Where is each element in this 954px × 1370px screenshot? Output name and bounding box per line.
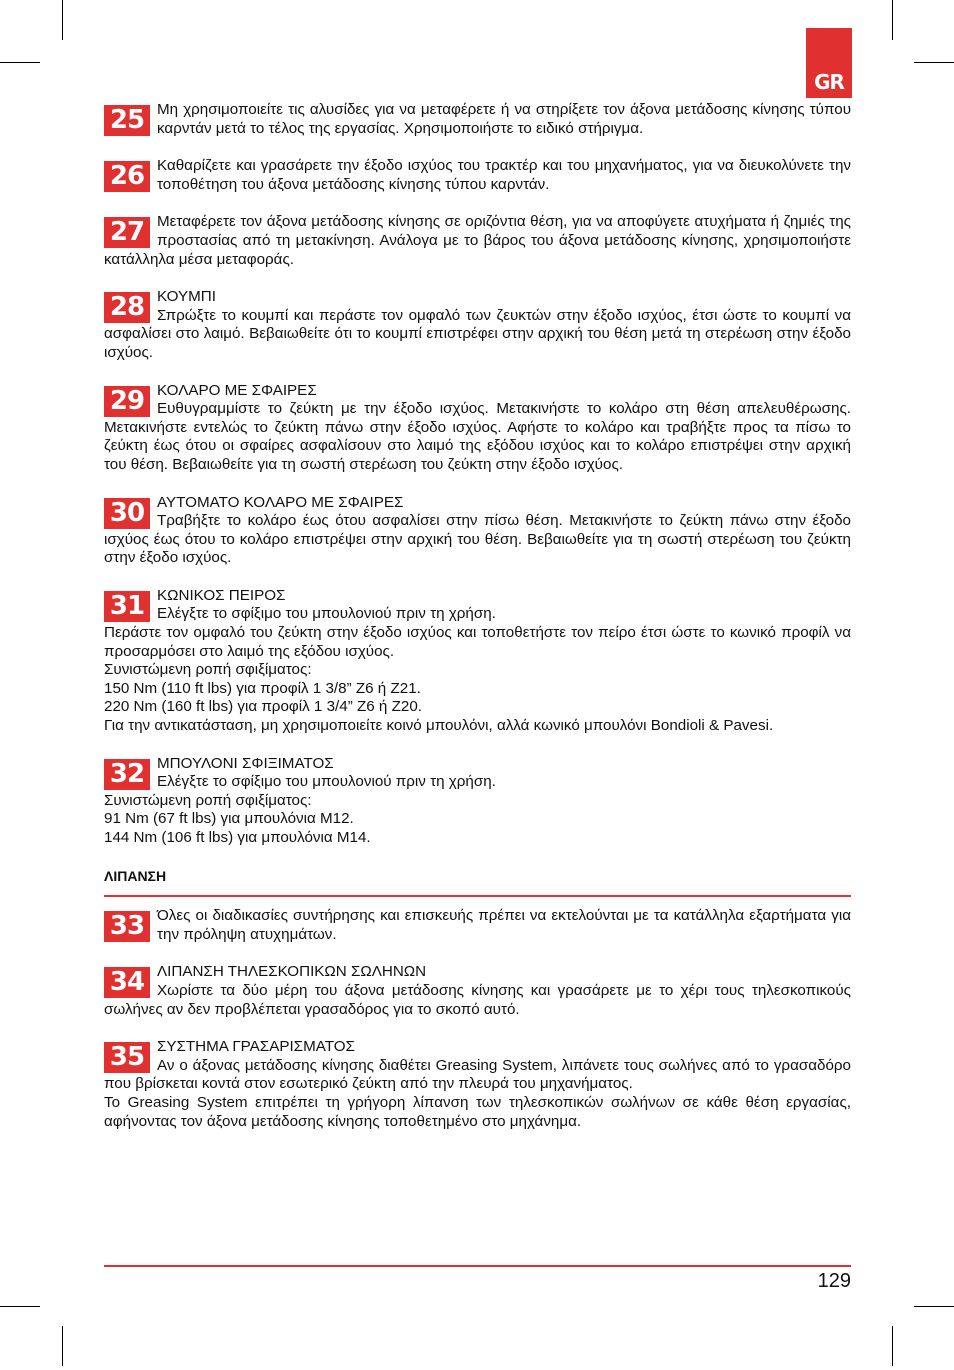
crop-mark [0, 62, 40, 63]
step-text: Συνιστώμενη ροπή σφιξίματος: [104, 661, 312, 679]
step-text: 144 Nm (106 ft lbs) για μπουλόνια M14. [104, 829, 371, 846]
step-number-badge: 30 [104, 498, 150, 529]
page-content [104, 101, 851, 1150]
step-text: 91 Nm (67 ft lbs) για μπουλόνια M12. [104, 810, 354, 828]
crop-mark [62, 0, 63, 40]
step-number-badge: 31 [104, 591, 150, 622]
instruction-item [104, 494, 851, 568]
instruction-item [104, 907, 851, 944]
lubrication-list [104, 907, 851, 1131]
crop-mark [892, 1326, 893, 1366]
step-heading: ΜΠΟΥΛΟΝΙ ΣΦΙΞΙΜΑΤΟΣ [157, 754, 334, 772]
step-heading: ΚΟΥΜΠΙ [157, 288, 216, 306]
footer-divider [104, 1265, 851, 1267]
instruction-item [104, 963, 851, 1019]
step-text: Αν ο άξονας μετάδοσης κίνησης διαθέτει Greasing System, λιπάνετε τους σωλήνες από το γρασαδόρο που βρίσκεται κοντά στον εσωτερικό ζεύκτη από την πλευρά του μηχανήματος. [104, 1056, 851, 1093]
crop-mark [914, 62, 954, 63]
step-text: Ελέγξτε το σφίξιμο του μπουλονιού πριν τη χρήση. [157, 605, 496, 623]
step-text: 150 Nm (110 ft lbs) για προφίλ 1 3/8” Z6 ή Z21. [104, 679, 421, 697]
step-number-badge: 29 [104, 386, 150, 417]
step-text: Όλες οι διαδικασίες συντήρησης και επισκευής πρέπει να εκτελούνται με τα κατάλληλα εξαρτήματα για την πρόληψη ατυχημάτων. [157, 907, 851, 943]
instruction-item [104, 288, 851, 362]
step-text: Σπρώξτε το κουμπί και περάστε τον ομφαλό των ζευκτών στην έξοδο ισχύος, έτσι ώστε το κουμπί να ασφαλίσει στο λαιμό. Βεβαιωθείτε ότι το κουμπί επιστρέφει στην αρχική του θέση μετά τη στερέωση στην έξοδο ισχύος. [104, 306, 851, 361]
crop-mark [62, 1326, 63, 1366]
step-number-badge: 34 [104, 967, 150, 998]
instruction-item [104, 382, 851, 475]
section-title-lubrication: ΛΙΠΑΝΣΗ [104, 867, 167, 884]
step-heading: ΛΙΠΑΝΣΗ ΤΗΛΕΣΚΟΠΙΚΩΝ ΣΩΛΗΝΩΝ [157, 963, 427, 981]
step-text: Συνιστώμενη ροπή σφιξίματος: [104, 791, 312, 809]
step-text: Ευθυγραμμίστε το ζεύκτη με την έξοδο ισχύος. Μετακινήστε το κολάρο στη θέση απελευθέρωσης. Μετακινήστε εντελώς το ζεύκτη πάνω στην έξοδο ισχύος. Αφήστε το κολάρο και τραβήξτε προς τα πίσω το ζεύκτη έως ότου οι σφαίρες ασφαλίσουν στο λαιμό της εξόδου ισχύος και το κολάρο επιστρέψει στην αρχική του θέση. Βεβαιωθείτε για τη σωστή στερέωση του ζεύκτη στην έξοδο ισχύος. [104, 400, 851, 473]
step-text: Καθαρίζετε και γρασάρετε την έξοδο ισχύος του τρακτέρ και του μηχανήματος, για να διευκολύνετε την τοποθέτηση του άξονα μετάδοσης κίνησης τύπου καρντάν. [157, 157, 851, 193]
step-heading: ΚΩΝΙΚΟΣ ΠΕΙΡΟΣ [157, 586, 286, 604]
step-text: Το Greasing System επιτρέπει τη γρήγορη λίπανση των τηλεσκοπικών σωλήνων σε κάθε θέση εργασίας, αφήνοντας τον άξονα μετάδοσης κίνησης τοποθετημένο στο μηχάνημα. [104, 1093, 851, 1130]
instruction-item [104, 213, 851, 269]
crop-mark [0, 1306, 40, 1307]
instruction-list [104, 101, 851, 848]
step-heading: ΣΥΣΤΗΜΑ ΓΡΑΣΑΡΙΣΜΑΤΟΣ [157, 1038, 355, 1056]
step-number-badge: 35 [104, 1042, 150, 1073]
instruction-item [104, 157, 851, 194]
section-divider [104, 895, 851, 897]
step-text: Περάστε τον ομφαλό του ζεύκτη στην έξοδο ισχύος και τοποθετήστε τον πείρο έτσι ώστε το κωνικό προφίλ να προσαρμόσει στο λαιμό της εξόδου ισχύος. [104, 624, 851, 660]
step-number-badge: 25 [104, 105, 150, 136]
step-text: Μη χρησιμοποιείτε τις αλυσίδες για να μεταφέρετε ή να στηρίξετε τον άξονα μετάδοσης κίνησης τύπου καρντάν μετά το τέλος της εργασίας. Χρησιμοποιήστε το ειδικό στήριγμα. [157, 101, 851, 137]
language-tab-label: GR [814, 70, 844, 94]
instruction-item [104, 755, 851, 848]
step-number-badge: 26 [104, 161, 150, 192]
step-text: Για την αντικατάσταση, μη χρησιμοποιείτε κοινό μπουλόνι, αλλά κωνικό μπουλόνι Bondioli & Pavesi. [104, 717, 774, 735]
step-number-badge: 33 [104, 911, 150, 942]
step-text: Μεταφέρετε τον άξονα μετάδοσης κίνησης σε οριζόντια θέση, για να αποφύγετε ατυχήματα ή ζημιές της προστασίας από τη μετακίνηση. Ανάλογα με το βάρος του άξονα μετάδοσης κίνησης, χρησιμοποιήστε κατάλληλα μέσα μεταφοράς. [104, 213, 851, 268]
page-number: 129 [817, 1270, 851, 1292]
crop-mark [892, 0, 893, 40]
instruction-item [104, 101, 851, 138]
step-text: Τραβήξτε το κολάρο έως ότου ασφαλίσει στην πίσω θέση. Μετακινήστε το ζεύκτη πάνω στην έξοδο ισχύος έως ότου το κολάρο επιστρέψει στην αρχική του θέση. Βεβαιωθείτε για τη σωστή στερέωση του ζεύκτη στην έξοδο ισχύος. [104, 512, 851, 567]
language-tab [806, 28, 852, 98]
step-number-badge: 27 [104, 217, 150, 248]
crop-mark [914, 1306, 954, 1307]
step-number-badge: 32 [104, 759, 150, 790]
step-heading: ΚΟΛΑΡΟ ΜΕ ΣΦΑΙΡΕΣ [157, 381, 317, 399]
step-heading: ΑΥΤΟΜΑΤΟ ΚΟΛΑΡΟ ΜΕ ΣΦΑΙΡΕΣ [157, 493, 404, 511]
step-number-badge: 28 [104, 292, 150, 323]
step-text: Χωρίστε τα δύο μέρη του άξονα μετάδοσης κίνησης και γρασάρετε με το χέρι τους τηλεσκοπικούς σωλήνες αν δεν προβλέπεται γρασαδόρος για το σκοπό αυτό. [104, 981, 851, 1018]
instruction-item [104, 587, 851, 736]
instruction-item [104, 1038, 851, 1131]
step-text: 220 Nm (160 ft lbs) για προφίλ 1 3/4” Z6 ή Z20. [104, 698, 422, 716]
step-text: Ελέγξτε το σφίξιμο του μπουλονιού πριν τη χρήση. [157, 773, 496, 791]
